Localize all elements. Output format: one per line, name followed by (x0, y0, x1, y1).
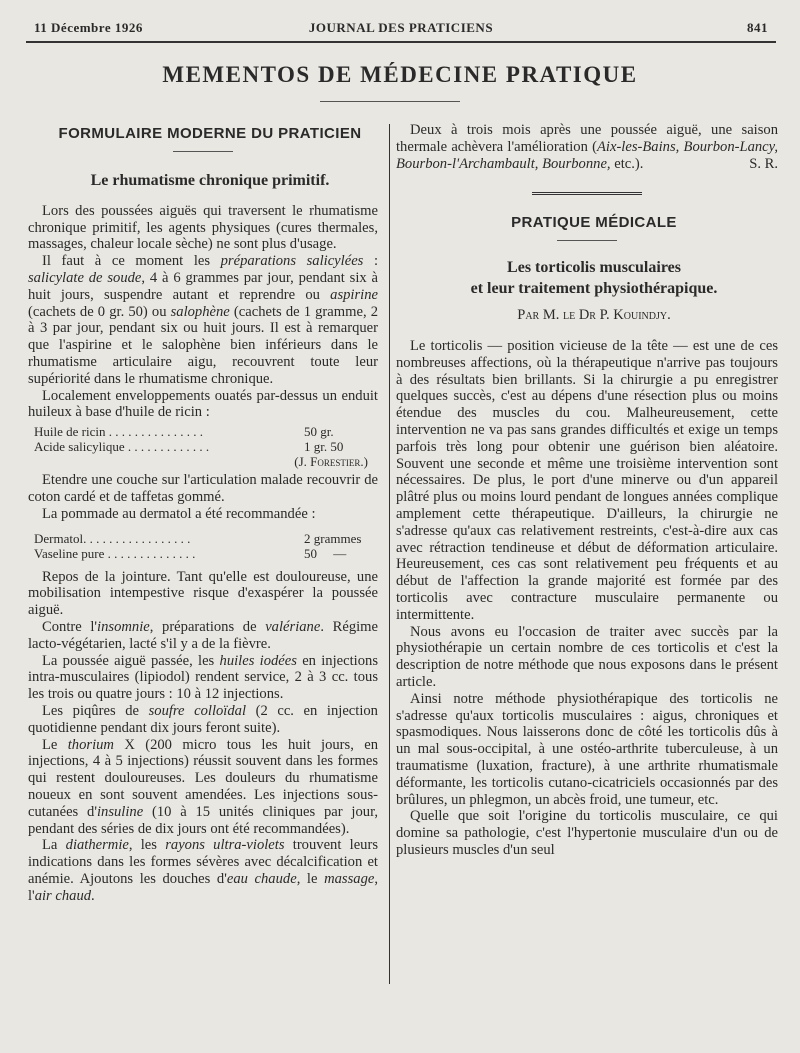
author-initials: S. R. (749, 155, 778, 172)
byline: Par M. le Dr P. Kouindjy. (517, 307, 671, 324)
paragraph: Le torticolis — position vicieuse de la tête — est une de ces nombreuses affections, où la thérapeutique n'arrive pas toujours à des résultats bien brillants. Si la chirurgie a pu enregistrer quelques succès, c'est au dépens d'une résection plus ou moins étendue des muscles du cou. Malheureusement, cette intervention ne va pas sans grandes difficultés et exige un temps parfois très long pour obtenir une guérison bien aléatoire. Souvent une seconde et même une troisième intervention sont nécessaires. De plus, le port d'une minerve ou d'un appareil plâtré plus ou moins lourd pendant de longues années complique amplement cette thérapeutique. D'ailleurs, la chirurgie ne s'adresse qu'aux cas relativement restreints, c'est-à-dire aux cas avec rétraction tendineuse et début de déformation articulaire. Heureusement, ces cas sont relativement peu fréquents et au début de l'affection la grande majorité est formée par des torticolis avec contracture musculaire permanente ou intermittente. (396, 337, 778, 623)
page-title: MEMENTOS DE MÉDECINE PRATIQUE (162, 62, 638, 87)
paragraph: Les piqûres de soufre colloïdal (2 cc. en injection quotidienne pendant dix jours feront suite). (28, 702, 378, 736)
column-divider (389, 124, 390, 984)
title-rule (320, 101, 460, 102)
article-subtitle: Le rhumatisme chronique primitif. (90, 171, 330, 189)
article-title-line-1: Les torticolis musculaires (507, 259, 681, 277)
recipe-signature: (J. Forestier.) (294, 454, 368, 470)
recipe-row: Acide salicylique . . . . . . . . . . . . . 1 gr. 50 (34, 439, 344, 455)
recipe-row: Dermatol. . . . . . . . . . . . . . . . . 2 grammes (34, 530, 362, 546)
paragraph: Ainsi notre méthode physiothérapique des torticolis ne s'adresse qu'aux torticolis musculaires : aigus, chroniques et spasmodiques. Nous laisserons donc de côté les torticolis dûs à un mal sous-occipital, à une ostéo-arthrite tuberculeuse, à un traumatisme (luxation, fracture), à une arthrite rhumatismale déformante, les torticolis cutano-cicatriciels occasionnés par des brûlures, un phlegmon, un abcès froid, une tumeur, etc. (396, 690, 778, 808)
paragraph: Il faut à ce moment les préparations salicylées : salicylate de soude, 4 à 6 grammes par jour, pendant six à huit jours, suspendre autant et reprendre ou aspirine (cachets de 0 gr. 50) ou salophène (cachets de 1 gramme, 2 à 3 par jour, pendant six ou huit jours. Il est à remarquer que l'aspirine et le salophène bien inférieurs dans le rhumatisme articulaire aigu, recouvrent toute leur supériorité dans le rhumatisme chronique. (28, 253, 379, 387)
running-header (34, 20, 768, 40)
paragraph: Quelle que soit l'origine du torticolis musculaire, ce qui domine sa pathologie, c'est l'hypertonie musculaire d'un ou de plusieurs muscles d'un seul (396, 808, 778, 858)
right-column (396, 122, 778, 859)
recipe-dermatol (34, 531, 378, 561)
section-rule (173, 151, 233, 152)
section-heading-formulaire: FORMULAIRE MODERNE DU PRATICIEN (58, 125, 362, 142)
section-rule (557, 240, 617, 241)
article-title-line-2: et leur traitement physiothérapique. (470, 280, 718, 298)
paragraph: Repos de la jointure. Tant qu'elle est douloureuse, une mobilisation intempestive risque d'exaspérer la poussée aiguë. (28, 568, 378, 619)
paragraph: Deux à trois mois après une poussée aiguë, une saison thermale achèvera l'amélioration (Aix-les-Bains, Bourbon-Lancy, Bourbon-l'Archambault, Bourbonne, etc.). S. R. (396, 122, 778, 172)
paragraph: Localement enveloppements ouatés par-dessus un enduit huileux à base d'huile de ricin : (28, 387, 378, 421)
section-heading-pratique: PRATIQUE MÉDICALE (511, 214, 677, 232)
issue-date: 11 Décembre 1926 (34, 20, 143, 35)
section-separator (532, 192, 642, 197)
header-rule (26, 41, 776, 43)
paragraph: La pommade au dermatol a été recommandée : (42, 505, 316, 522)
paragraph: La poussée aiguë passée, les huiles iodées en injections intra-musculaires (lipiodol) rendent service, 2 à 3 cc. tous les trois ou quatre jours : 10 à 12 injections. (28, 652, 378, 703)
recipe-ricin (34, 424, 378, 469)
paragraph: Lors des poussées aiguës qui traversent le rhumatisme chronique primitif, les agents physiques (cures thermales, massages, chaleur locale sèche) ne sont plus d'usage. (28, 202, 378, 253)
paragraph: Le thorium X (200 micro tous les huit jours, en injections, 4 à 5 injections) réussit souvent dans les formes qui restent douloureuses. Les douleurs du rhumatisme noueux en sont souvent amendées. Les injections sous-cutanées d'insuline (10 à 15 unités cliniques par jour, pendant des séries de dix jours ont été recommandées). (28, 736, 379, 837)
paragraph: La diathermie, les rayons ultra-violets trouvent leurs indications dans les formes sévères avec décalcification et anémie. Ajoutons les douches d'eau chaude, le massage, l'air chaud. (28, 837, 379, 904)
page-number: 841 (747, 20, 768, 35)
journal-name: JOURNAL DES PRATICIENS (308, 20, 494, 35)
left-column (28, 126, 378, 904)
paragraph: Nous avons eu l'occasion de traiter avec succès par la physiothérapie un certain nombre de ces torticolis et c'est la description de notre méthode que nous exposons dans le présent article. (396, 623, 778, 690)
paragraph: Etendre une couche sur l'articulation malade recouvrir de coton cardé et de taffetas gommé. (28, 472, 378, 505)
recipe-row: Huile de ricin . . . . . . . . . . . . . . . 50 gr. (34, 424, 334, 440)
recipe-row: Vaseline pure . . . . . . . . . . . . . . 50 — (34, 545, 347, 561)
paragraph: Contre l'insomnie, préparations de valériane. Régime lacto-végétarien, lacté s'il y a de la fièvre. (28, 618, 378, 652)
